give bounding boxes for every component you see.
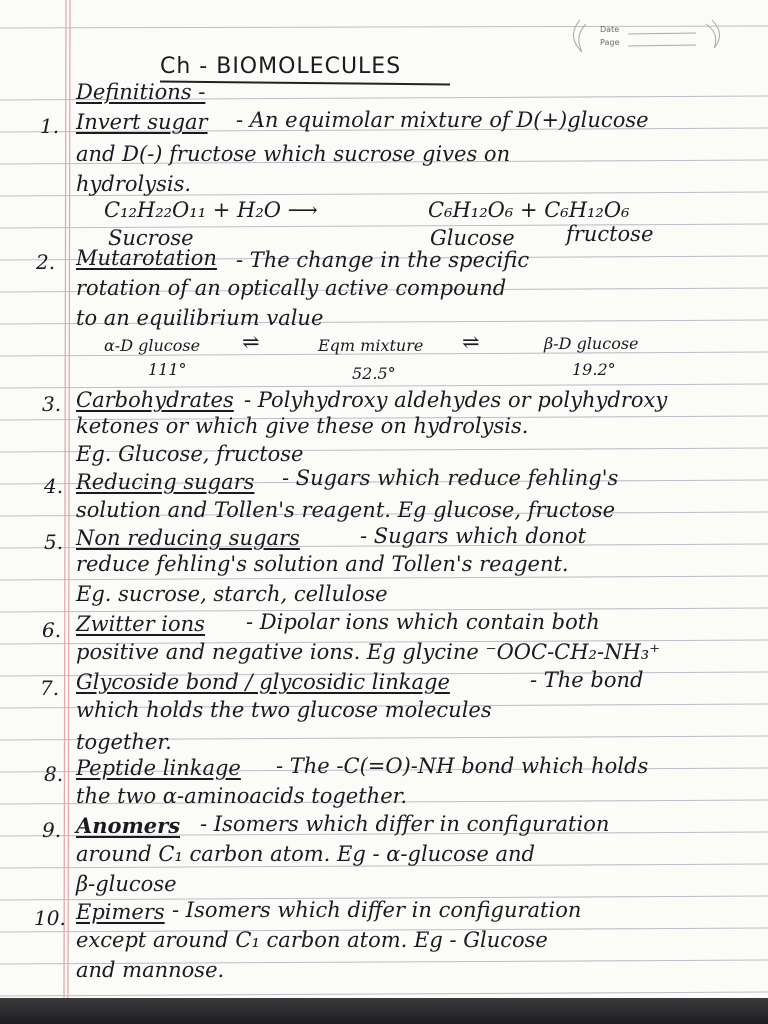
item-line: together. — [76, 730, 172, 754]
item-number: 6. — [42, 618, 62, 642]
definitions-heading: Definitions - — [76, 80, 206, 104]
item-number: 5. — [44, 530, 64, 554]
item-number: 2. — [36, 250, 56, 274]
item-line: - Sugars which donot — [360, 524, 587, 548]
stamp-outline-icon — [566, 12, 726, 60]
rotation-value: 52.5° — [352, 364, 396, 383]
item-line: around C₁ carbon atom. Eg - α-glucose and — [76, 842, 535, 866]
item-line: rotation of an optically active compound — [76, 276, 507, 300]
item-term: Invert sugar — [76, 110, 208, 134]
item-line: - Isomers which differ in configuration — [200, 812, 610, 836]
item-line: and mannose. — [76, 958, 225, 982]
item-number: 4. — [44, 474, 64, 498]
item-number: 1. — [40, 114, 60, 138]
equilibrium-arrow: ⇌ — [462, 330, 480, 354]
item-line: - An equimolar mixture of D(+)glucose — [236, 108, 649, 132]
rotation-value: 111° — [148, 360, 187, 379]
item-line: - The change in the specific — [236, 248, 530, 272]
item-number: 8. — [44, 762, 64, 786]
rotation-value: 19.2° — [572, 360, 616, 379]
mutarotation-species: α-D glucose — [104, 336, 201, 355]
item-line: and D(-) fructose which sucrose gives on — [76, 142, 511, 166]
item-line: the two α-aminoacids together. — [76, 784, 408, 808]
item-line: reduce fehling's solution and Tollen's reagent. — [76, 552, 569, 576]
item-line: β-glucose — [76, 872, 177, 896]
item-line: solution and Tollen's reagent. Eg glucose, fructose — [76, 498, 616, 522]
mutarotation-species: Eqm mixture — [318, 336, 424, 355]
item-number: 9. — [42, 818, 62, 842]
mutarotation-species: β-D glucose — [544, 334, 639, 353]
item-line: Eg. sucrose, starch, cellulose — [76, 582, 388, 606]
page-title: Ch - BIOMOLECULES — [160, 54, 402, 79]
equation-label: Sucrose — [108, 226, 194, 250]
item-line: ketones or which give these on hydrolysis. — [76, 414, 529, 438]
equation-reactants: C₁₂H₂₂O₁₁ + H₂O ⟶ — [104, 198, 318, 222]
item-term: Peptide linkage — [76, 756, 241, 780]
item-line: - Sugars which reduce fehling's — [282, 466, 619, 490]
item-line: - Polyhydroxy aldehydes or polyhydroxy — [244, 388, 668, 412]
item-line: - The bond — [530, 668, 644, 692]
item-term: Mutarotation — [76, 246, 217, 270]
item-line: except around C₁ carbon atom. Eg - Glucose — [76, 928, 548, 952]
item-line: to an equilibrium value — [76, 306, 324, 330]
item-term: Zwitter ions — [76, 612, 205, 636]
date-label: Date — [600, 25, 620, 34]
item-line: - Dipolar ions which contain both — [246, 610, 600, 634]
item-line: - Isomers which differ in configuration — [172, 898, 582, 922]
equation-products: C₆H₁₂O₆ + C₆H₁₂O₆ — [428, 198, 630, 222]
date-page-stamp — [566, 12, 726, 60]
item-line: hydrolysis. — [76, 172, 192, 196]
equation-label: Glucose — [430, 226, 515, 250]
item-line: Eg. Glucose, fructose — [76, 442, 304, 466]
item-number: 10. — [34, 906, 66, 930]
item-number: 3. — [42, 392, 62, 416]
item-term: Anomers — [76, 813, 181, 838]
equilibrium-arrow: ⇌ — [242, 330, 260, 354]
item-line: which holds the two glucose molecules — [76, 698, 492, 722]
page-label: Page — [600, 38, 620, 47]
item-number: 7. — [40, 676, 60, 700]
item-term: Reducing sugars — [76, 470, 255, 494]
item-term: Carbohydrates — [76, 388, 234, 412]
item-term: Non reducing sugars — [76, 526, 300, 550]
item-term: Glycoside bond / glycosidic linkage — [76, 670, 450, 694]
equation-label: fructose — [566, 222, 654, 246]
item-line: positive and negative ions. Eg glycine ⁻OOC-CH₂-NH₃⁺ — [76, 640, 661, 664]
item-line: - The -C(=O)-NH bond which holds — [276, 754, 649, 778]
item-term: Epimers — [76, 900, 165, 924]
